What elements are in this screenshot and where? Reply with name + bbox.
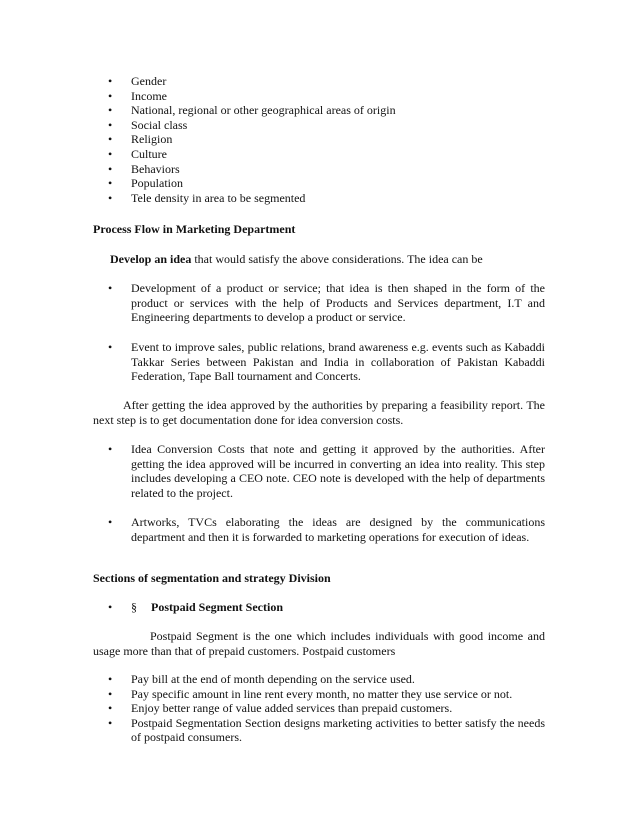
list-item: • Pay specific amount in line rent every month, no matter they use service or not.: [105, 687, 545, 702]
list-item: • Gender: [105, 74, 545, 89]
postpaid-paragraph: Postpaid Segment is the one which includes individuals with good income and usage more than that of prepaid customers. Postpaid customers: [93, 629, 545, 658]
list-item: • National, regional or other geographical areas of origin: [105, 103, 545, 118]
postpaid-bullets: [105, 672, 545, 745]
list-item: • Artworks, TVCs elaborating the ideas are designed by the communications department and then it is forwarded to marketing operations for execution of ideas.: [105, 515, 545, 544]
list-item: • Income: [105, 89, 545, 104]
idea-bullets: [105, 281, 545, 325]
develop-idea-rest: that would satisfy the above considerations. The idea can be: [191, 252, 483, 266]
list-item: • Postpaid Segmentation Section designs marketing activities to better satisfy the needs of postpaid consumers.: [105, 716, 545, 745]
process-flow-heading: Process Flow in Marketing Department: [93, 222, 296, 236]
sections-heading: Sections of segmentation and strategy Division: [93, 571, 331, 585]
postpaid-subheading-row: • § Postpaid Segment Section: [108, 600, 283, 614]
list-item: • Culture: [105, 147, 545, 162]
list-item: • Pay bill at the end of month depending on the service used.: [105, 672, 545, 687]
list-item: • Tele density in area to be segmented: [105, 191, 545, 206]
list-item: • Social class: [105, 118, 545, 133]
postpaid-subheading: Postpaid Segment Section: [151, 600, 283, 614]
list-item: • Population: [105, 176, 545, 191]
segmentation-criteria-list: [105, 74, 545, 205]
list-item: • Event to improve sales, public relations, brand awareness e.g. events such as Kabaddi Takkar Series between Pakistan and India in collaboration of Pakistan Kabaddi Federation, Tape Ball tournament and Concerts.: [105, 340, 545, 384]
list-item: • Behaviors: [105, 162, 545, 177]
cost-bullets: [105, 442, 545, 500]
develop-idea-intro: [110, 252, 550, 267]
develop-idea-bold: Develop an idea: [110, 252, 192, 266]
idea-bullets-2: [105, 340, 545, 384]
list-item: • Enjoy better range of value added services than prepaid customers.: [105, 701, 545, 716]
approval-paragraph: After getting the idea approved by the authorities by preparing a feasibility report. The next step is to get documentation done for idea conversion costs.: [93, 398, 545, 427]
list-item: • Development of a product or service; that idea is then shaped in the form of the product or services with the help of Products and Services department, I.T and Engineering departments to develop a product or service.: [105, 281, 545, 325]
cost-bullets-2: [105, 515, 545, 544]
list-item: • Idea Conversion Costs that note and getting it approved by the authorities. After getting the idea approved will be incurred in converting an idea into reality. This step includes developing a CEO note. CEO note is developed with the help of departments related to the project.: [105, 442, 545, 500]
list-item: • Religion: [105, 132, 545, 147]
section-symbol: §: [131, 600, 137, 614]
